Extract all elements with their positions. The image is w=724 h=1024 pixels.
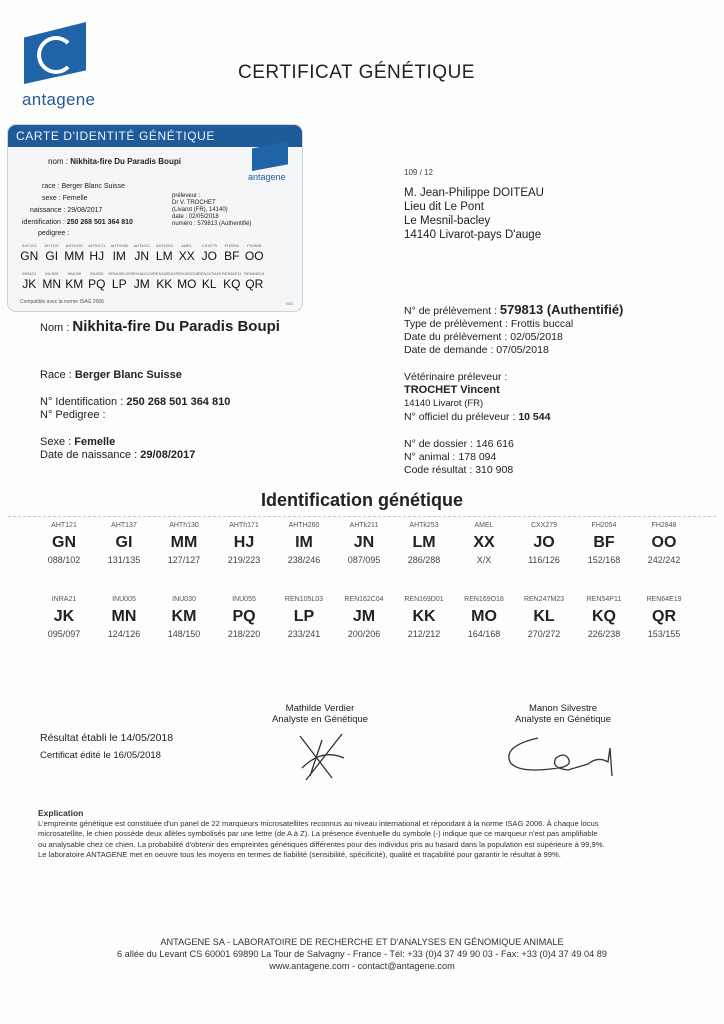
marker-alleles: 127/127: [167, 555, 201, 565]
marker-cell: [514, 596, 574, 639]
marker-cell: [243, 243, 266, 263]
marker-code: MM: [64, 249, 85, 263]
marker-code: KQ: [592, 608, 616, 625]
card-sexe: sexe : Femelle: [42, 195, 88, 202]
animal-sexe: Sexe : Femelle: [40, 436, 116, 448]
marker-code: JN: [134, 249, 150, 263]
edited-date: Certificat édité le 16/05/2018: [40, 750, 161, 761]
card-swirl-icon: [252, 141, 288, 171]
marker-cell: [176, 271, 199, 291]
explanation-line: ou analysable chez ce chien. La probabilité d'obtenir des empreintes génétiques différentes pour des individus pris au hasard dans la population est supérieure à 99,9%.: [38, 839, 605, 849]
marker-alleles: 226/238: [587, 629, 621, 639]
marker-name: INRA21: [22, 271, 37, 276]
marker-name: REN54P11: [221, 271, 242, 276]
marker-alleles: 153/155: [647, 629, 681, 639]
marker-cell: [214, 522, 274, 565]
signature-right-icon: [498, 728, 628, 783]
marker-cell: [634, 522, 694, 565]
marker-code: JM: [352, 608, 376, 625]
marker-alleles: X/X: [476, 555, 492, 565]
marker-name: AHTh171: [88, 243, 106, 248]
swirl-icon: [37, 36, 75, 74]
card-race: race : Berger Blanc Suisse: [42, 183, 125, 190]
identification-title: Identification génétique: [260, 490, 463, 510]
marker-cell: [41, 271, 64, 291]
card-name: nom : Nikhita-fire Du Paradis Boupi: [48, 157, 181, 166]
marker-name: INU055: [232, 596, 256, 603]
marker-cell: [86, 271, 109, 291]
marker-cell: [34, 522, 94, 565]
marker-row-1: [34, 522, 694, 565]
marker-cell: [154, 596, 214, 639]
marker-name: AMEL: [181, 243, 193, 248]
animal-number: N° animal : 178 094: [404, 451, 497, 463]
marker-alleles: 116/126: [528, 555, 560, 565]
marker-code: KM: [171, 608, 197, 625]
owner-name: M. Jean-Philippe DOITEAU: [404, 187, 544, 199]
marker-name: INU030: [67, 271, 82, 276]
marker-code: HJ: [89, 249, 105, 263]
marker-name: REN247M23: [198, 271, 221, 276]
marker-name: FH2848: [651, 522, 677, 529]
marker-code: BF: [593, 534, 615, 551]
card-corner: ISG: [286, 301, 293, 306]
marker-cell: [34, 596, 94, 639]
marker-name: AHTh130: [65, 243, 83, 248]
marker-alleles: 238/246: [287, 555, 321, 565]
marker-alleles: 233/241: [287, 629, 321, 639]
footer-line-3: www.antagene.com - contact@antagene.com: [269, 961, 455, 971]
sample-number: N° de prélèvement : 579813 (Authentifié): [404, 302, 624, 317]
vet-name: TROCHET Vincent: [404, 384, 500, 396]
footer-line-1: ANTAGENE SA - LABORATOIRE DE RECHERCHE ET D'ANALYSES EN GÉNOMIQUE ANIMALE: [160, 937, 564, 947]
marker-cell: [214, 596, 274, 639]
explanation-line: Le laboratoire ANTAGENE met en oeuvre tous les moyens en termes de fiabilité (sensibilité, spécificité), qualité et traçabilité pour garantir le résultat à 99%.: [38, 850, 561, 860]
marker-code: JM: [133, 277, 150, 291]
marker-name: CXX279: [201, 243, 217, 248]
logo-word: antagene: [22, 90, 96, 109]
sample-type: Type de prélèvement : Frottis buccal: [404, 318, 574, 330]
marker-cell: [18, 243, 41, 263]
marker-code: PQ: [88, 277, 106, 291]
marker-code: JK: [53, 608, 75, 625]
marker-cell: [243, 271, 266, 291]
footer-line-2: 6 allée du Levant CS 60001 69890 La Tour de Salvagny - France - Tél: +33 (0)4 37 49 90 03 - Fax: +33 (0)4 37 49 04 89: [117, 949, 607, 959]
marker-code: QR: [652, 608, 676, 625]
marker-code: OO: [244, 249, 264, 263]
marker-code: KM: [65, 277, 84, 291]
owner-line3: 14140 Livarot-pays D'auge: [404, 229, 542, 241]
marker-name: REN169O18: [175, 271, 199, 276]
marker-cell: [86, 243, 109, 263]
card-header-text: CARTE D'IDENTITÉ GÉNÉTIQUE: [16, 129, 216, 143]
explanation-line: L'empreinte génétique est constituée d'un panel de 22 marqueurs microsatellites reconnus au niveau international et répondant à la norme ISAG 2006. À chaque locus: [38, 818, 599, 828]
marker-cell: [153, 243, 176, 263]
card-pedigree: pedigree :: [38, 230, 70, 237]
marker-cell: [394, 522, 454, 565]
marker-code: BF: [224, 249, 240, 263]
marker-name: REN54P11: [586, 596, 622, 603]
marker-name: AHTh130: [169, 522, 199, 529]
sample-date: Date du prélèvement : 02/05/2018: [404, 331, 563, 343]
dossier-number: N° de dossier : 146 616: [404, 438, 514, 450]
marker-cell: [63, 271, 86, 291]
antagene-logo: [22, 22, 102, 112]
marker-name: FH2054: [224, 243, 239, 248]
card-marker-row-1: [18, 243, 266, 263]
marker-cell: [274, 522, 334, 565]
marker-code: JO: [533, 534, 555, 551]
marker-code: LP: [111, 277, 127, 291]
marker-cell: [454, 522, 514, 565]
marker-code: XX: [473, 534, 495, 551]
marker-cell: [198, 243, 221, 263]
marker-name: AHT121: [21, 243, 37, 248]
marker-name: AHTH260: [288, 522, 320, 529]
marker-code: LP: [293, 608, 315, 625]
result-date: Résultat établi le 14/05/2018: [40, 732, 174, 744]
marker-alleles: 212/212: [407, 629, 441, 639]
marker-name: AHTk211: [133, 243, 150, 248]
explanation: [38, 808, 678, 861]
marker-code: PQ: [232, 608, 256, 625]
marker-cell: [574, 596, 634, 639]
marker-name: REN169D01: [404, 596, 444, 603]
marker-code: KL: [201, 277, 217, 291]
marker-alleles: 242/242: [647, 555, 681, 565]
marker-alleles: 200/206: [347, 629, 381, 639]
marker-cell: [176, 243, 199, 263]
marker-cell: [454, 596, 514, 639]
marker-name: AMEL: [474, 522, 494, 529]
marker-alleles: 095/097: [47, 629, 81, 639]
marker-alleles: 087/095: [347, 555, 381, 565]
marker-name: INU055: [89, 271, 104, 276]
marker-name: REN105L03: [284, 596, 324, 603]
marker-alleles: 219/223: [227, 555, 261, 565]
marker-name: AHT137: [111, 522, 137, 529]
card-naissance: naissance : 29/08/2017: [30, 207, 103, 214]
marker-code: IM: [112, 249, 126, 263]
marker-cell: [18, 271, 41, 291]
marker-name: FH2054: [591, 522, 617, 529]
marker-code: GN: [20, 249, 39, 263]
explanation-title: Explication: [38, 808, 84, 818]
footer: [0, 936, 724, 972]
marker-name: CXX279: [530, 522, 558, 529]
marker-code: GN: [52, 534, 76, 551]
card-identification: identification : 250 268 501 364 810: [22, 219, 133, 226]
marker-name: REN162C04: [344, 596, 384, 603]
marker-code: KQ: [223, 277, 241, 291]
marker-cell: [334, 522, 394, 565]
marker-code: LM: [155, 249, 173, 263]
marker-cell: [108, 271, 131, 291]
marker-code: XX: [178, 249, 195, 263]
card-marker-row-2: [18, 271, 266, 291]
marker-cell: [131, 243, 154, 263]
marker-name: AHTk211: [349, 522, 379, 529]
marker-cell: [153, 271, 176, 291]
vet-place: 14140 Livarot (FR): [404, 398, 484, 409]
owner-line2: Le Mesnil-bacley: [404, 215, 491, 227]
marker-name: REN64E19: [244, 271, 265, 276]
marker-cell: [198, 271, 221, 291]
marker-name: REN64E19: [646, 596, 682, 603]
marker-code: MN: [111, 608, 137, 625]
signatory-left: Mathilde Verdier Analyste en Génétique: [271, 703, 369, 725]
marker-name: INU030: [172, 596, 196, 603]
marker-cell: [221, 243, 244, 263]
marker-code: GI: [45, 249, 59, 263]
marker-name: AHTk253: [155, 243, 173, 248]
marker-cell: [274, 596, 334, 639]
marker-code: MN: [42, 277, 62, 291]
marker-alleles: 124/126: [107, 629, 141, 639]
marker-code: JN: [353, 534, 375, 551]
marker-cell: [394, 596, 454, 639]
explanation-line: microsatellite, le chien possède deux allèles symbolisés par une lettre (de A à Z). La présence éventuelle du symbole (-) indique que ce marqueur n'est pas amplifiable: [38, 829, 598, 839]
marker-code: QR: [245, 277, 264, 291]
marker-name: AHTk253: [409, 522, 439, 529]
marker-cell: [334, 596, 394, 639]
marker-alleles: 088/102: [47, 555, 81, 565]
marker-name: FH2848: [247, 243, 262, 248]
marker-name: INU005: [44, 271, 59, 276]
marker-code: MM: [170, 534, 198, 551]
marker-code: KK: [156, 277, 173, 291]
owner-line1: Lieu dit Le Pont: [404, 201, 484, 213]
marker-cell: [514, 522, 574, 565]
marker-row-2: [34, 596, 694, 639]
animal-pedigree: N° Pedigree :: [40, 409, 106, 421]
signatory-right: Manon Silvestre Analyste en Génétique: [514, 703, 612, 725]
animal-id: N° Identification : 250 268 501 364 810: [40, 396, 231, 408]
card-logo-word: antagene: [248, 172, 286, 182]
animal-name: Nom : Nikhita-fire Du Paradis Boupi: [40, 318, 280, 335]
vet-number: N° officiel du préleveur : 10 544: [404, 411, 551, 423]
marker-alleles: 270/272: [527, 629, 561, 639]
marker-name: REN169D01: [153, 271, 176, 276]
marker-name: REN105L03: [108, 271, 131, 276]
marker-name: AHT137: [44, 243, 60, 248]
vet-label: Vétérinaire préleveur :: [404, 371, 508, 383]
marker-cell: [108, 243, 131, 263]
marker-cell: [41, 243, 64, 263]
marker-alleles: 286/288: [407, 555, 441, 565]
marker-name: AHTh171: [229, 522, 259, 529]
document-title: CERTIFICAT GÉNÉTIQUE: [238, 62, 475, 83]
marker-cell: [131, 271, 154, 291]
genetic-id-card: [7, 124, 303, 312]
marker-cell: [94, 522, 154, 565]
result-code: Code résultat : 310 908: [404, 464, 514, 476]
marker-code: KL: [533, 608, 555, 625]
marker-cell: [154, 522, 214, 565]
owner-ref: 109 / 12: [404, 168, 433, 177]
marker-name: REN247M23: [523, 596, 565, 603]
marker-code: MO: [471, 608, 497, 625]
marker-name: INRA21: [51, 596, 77, 603]
marker-cell: [63, 243, 86, 263]
card-preleveur: préleveur : Dr V. TROCHET (Livarot (FR), 14140) date : 02/05/2018 numéro : 579813 (Authentifié): [172, 193, 252, 227]
marker-code: IM: [295, 534, 313, 551]
marker-alleles: 152/168: [587, 555, 621, 565]
card-logo: [246, 141, 294, 185]
signature-left-icon: [292, 728, 352, 788]
marker-name: REN169O18: [464, 596, 504, 603]
marker-code: KK: [412, 608, 436, 625]
marker-name: AHT121: [51, 522, 77, 529]
marker-cell: [634, 596, 694, 639]
marker-name: AHTH260: [110, 243, 129, 248]
marker-code: GI: [115, 534, 133, 551]
marker-name: REN162C04: [130, 271, 153, 276]
marker-name: INU005: [112, 596, 136, 603]
marker-code: HJ: [233, 534, 255, 551]
request-date: Date de demande : 07/05/2018: [404, 344, 549, 356]
marker-alleles: 218/220: [227, 629, 261, 639]
marker-cell: [574, 522, 634, 565]
marker-cell: [94, 596, 154, 639]
marker-alleles: 148/150: [167, 629, 201, 639]
divider: [8, 516, 716, 517]
animal-race: Race : Berger Blanc Suisse: [40, 369, 182, 381]
marker-code: OO: [651, 534, 677, 551]
marker-code: JO: [201, 249, 217, 263]
marker-code: MO: [177, 277, 197, 291]
card-compat: Compatible avec la norme ISAG 2006: [20, 299, 104, 305]
marker-cell: [221, 271, 244, 291]
marker-alleles: 131/135: [107, 555, 141, 565]
marker-alleles: 164/168: [467, 629, 501, 639]
marker-code: JK: [22, 277, 37, 291]
marker-code: LM: [412, 534, 436, 551]
animal-naissance: Date de naissance : 29/08/2017: [40, 449, 196, 461]
